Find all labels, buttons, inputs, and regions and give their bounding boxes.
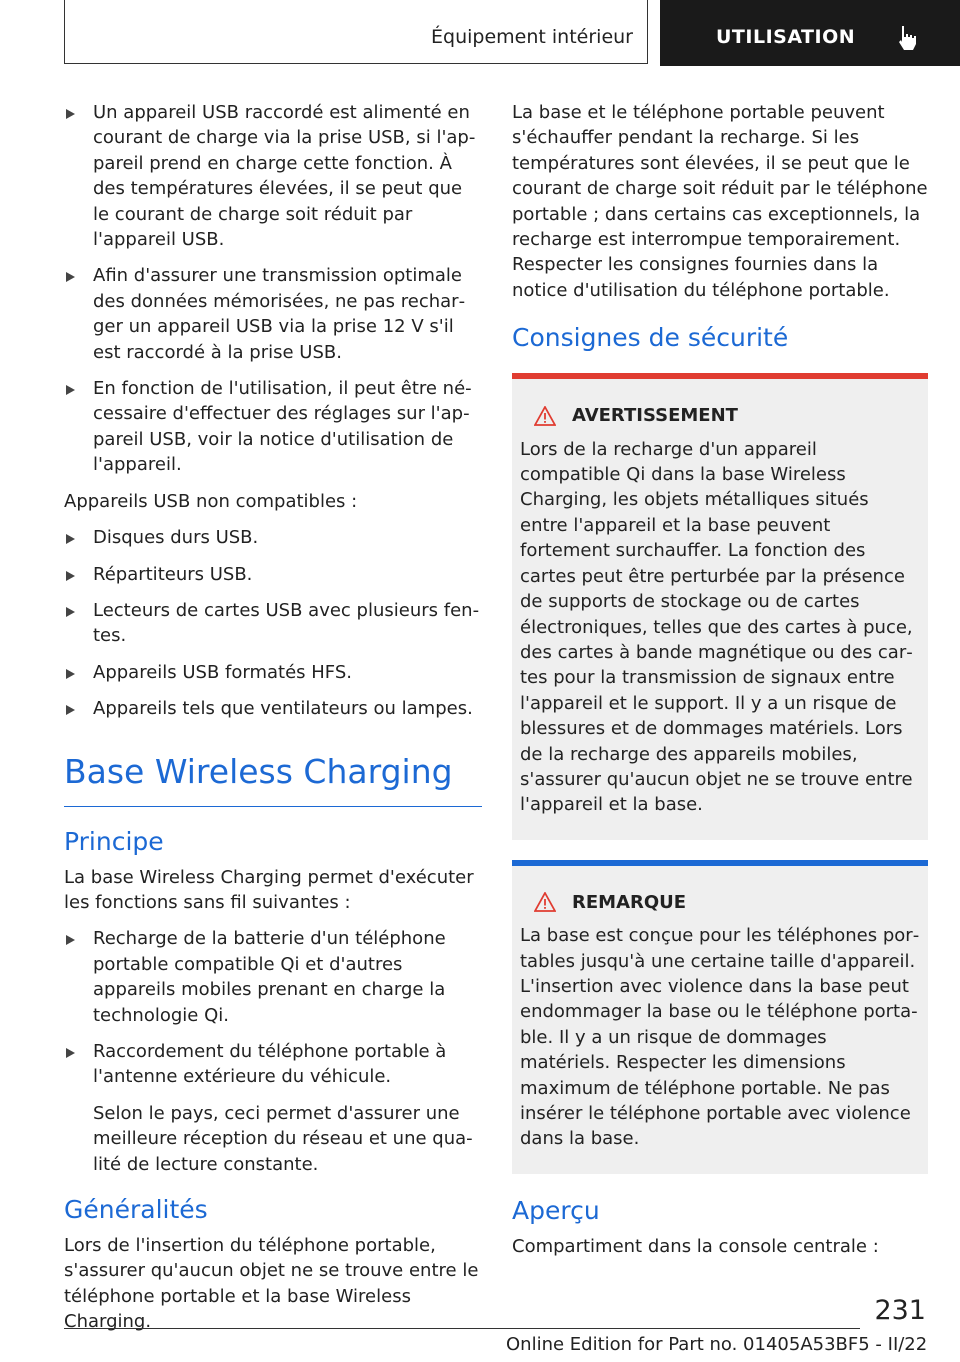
list-item: Afin d'assurer une transmission optimale des données mémorisées, ne pas recharger un appareil USB via la prise 12 V s'il est raccordé à la prise USB. [64,263,482,365]
list-item: Disques durs USB. [64,525,482,550]
chapter-heading: Base Wireless Charging [64,752,482,807]
page-number: 231 [874,1295,926,1326]
warning-text: Lors de la recharge d'un appareil compatible Qi dans la base Wireless Charging, les objets métalliques situés entre l'appareil et la base peuvent fortement surchauffer. La fonction des cartes peut être perturbée par la présence de supports de stockage ou de cartes électroniques, telles que des cartes à puce, des cartes à bande magnétique ou des cartes pour la transmission de signaux entre l'appareil et le support. Il y a un risque de blessures et de dommages matériels. Lors de la recharge des appareils mobiles, s'assurer qu'aucun objet ne se trouve entre l'appareil et la base. [520,438,913,816]
footer-divider [64,1328,860,1329]
section-heading-apercu: Aperçu [512,1195,600,1225]
generalites-text: Lors de l'insertion du téléphone portable, s'assurer qu'aucun objet ne se trouve entre le téléphone portable et la base Wireless Charging. [64,1235,479,1333]
warning-triangle-icon [534,406,556,426]
notice-text: La base est conçue pour les téléphones portables jusqu'à une certaine taille d'appareil. L'insertion avec violence dans la base peut endommager la base ou le téléphone portable. Il y a un risque de dommages matériels. Respecter les dimensions maximum de téléphone portable. Ne pas insérer le téléphone portable avec violence dans la base. [520,925,920,1150]
warning-title-text: AVERTISSEMENT [572,405,738,427]
section-title: Équipement intérieur [431,26,633,48]
list-item: En fonction de l'utilisation, il peut être nécessaire d'effectuer des réglages sur l'appareil USB, voir la notice d'utilisation de l'appareil. [64,376,482,478]
warning-box [512,373,928,840]
list-item: Recharge de la batterie d'un téléphone portable compatible Qi et d'autres appareils mobiles prenant en charge la technologie Qi. [64,926,482,1028]
right-column [512,100,928,1270]
principe-subtext: Selon le pays, ceci permet d'assurer une meilleure réception du réseau et une qualité de lecture constante. [93,1102,473,1175]
edition-text: Online Edition for Part no. 01405A53BF5 - II/22 [506,1334,928,1355]
warning-title [520,403,920,428]
principe-text: La base Wireless Charging permet d'exécuter les fonctions sans fil suivantes : [64,866,474,913]
list-item: Un appareil USB raccordé est alimenté en courant de charge via la prise USB, si l'appareil prend en charge cette fonction. À des températures élevées, il se peut que le courant de charge soit réduit par l'appareil USB. [64,100,482,252]
pointing-hand-icon [896,24,922,52]
list-item: Raccordement du téléphone portable à l'antenne extérieure du véhicule. [64,1039,482,1090]
chapter-title: UTILISATION [716,26,856,48]
list-item: Lecteurs de cartes USB avec plusieurs fentes. [64,598,482,649]
list-item: Appareils USB formatés HFS. [64,660,482,685]
intro-text: La base et le téléphone portable peuvent s'échauffer pendant la recharge. Si les températures sont élevées, il se peut que le courant de charge soit réduit par le téléphone portable ; dans certains cas exceptionnels, la recharge est interrompue temporairement. Respecter les consignes fournies dans la notice d'utilisation du téléphone portable. [512,102,928,301]
notice-title-text: REMARQUE [572,891,687,913]
section-heading-securite: Consignes de sécurité [512,323,789,353]
incompatible-intro: Appareils USB non compatibles : [64,490,358,512]
warning-triangle-icon [534,892,556,912]
left-column [64,100,482,1346]
list-item: Répartiteurs USB. [64,562,482,587]
list-item: Appareils tels que ventilateurs ou lampes. [64,696,482,721]
section-heading-generalites: Généralités [64,1195,208,1224]
section-tab [64,0,648,64]
apercu-text: Compartiment dans la console centrale : [512,1235,879,1257]
notice-title [520,890,920,915]
chapter-tab [660,0,960,66]
notice-box [512,860,928,1174]
section-heading-principe: Principe [64,826,164,856]
page-header [0,0,960,66]
